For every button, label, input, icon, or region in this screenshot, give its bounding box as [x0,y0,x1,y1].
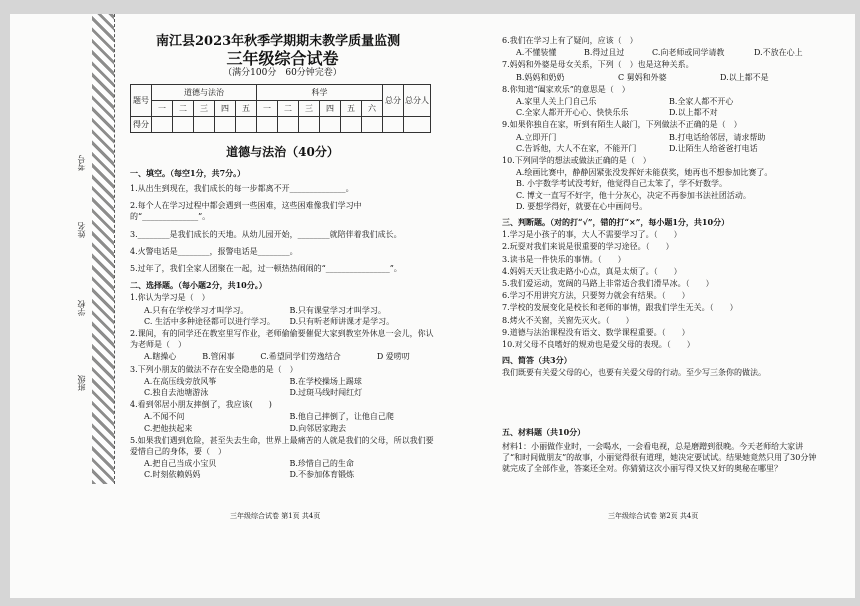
score-table [130,84,431,133]
option[interactable]: D. 要想学得好，就要在心中画问号。 [516,201,648,211]
q2-options [130,376,435,387]
q3-item: 1.学习是小孩子的事，大人不需要学习了。（ ） [502,230,682,240]
option[interactable]: B.他自己摔倒了，让他自己爬 [289,412,394,422]
q2-options [130,351,435,362]
score-cell[interactable] [362,116,383,132]
score-cell[interactable] [299,116,320,132]
q2-options [502,107,822,118]
q3-item: 9.道德与法治课程没有语文、数学课程重要。（ ） [502,327,690,337]
option[interactable]: A.瞎操心 [144,352,177,362]
option[interactable]: A.立即开门 [516,132,557,142]
option[interactable]: C.独自去池塘游泳 [144,388,209,398]
q1-title: 一、填空。（每空1分，共7分。） [130,167,246,178]
option[interactable]: B.在学校操场上踢球 [289,376,362,386]
option[interactable]: B.管闲事 [202,352,235,362]
option[interactable]: B. 小宇数学考试没考好，他觉得自己太笨了，学不好数学。 [516,179,727,189]
score-table-numeral: 三 [299,100,320,116]
right-page [502,34,822,476]
option[interactable]: D 爱唠叨 [376,352,410,362]
q2-options [502,143,822,154]
option[interactable]: C. 生活中多种途径都可以进行学习。 [144,316,275,326]
score-cell[interactable] [194,116,215,132]
q1-item: 4.火警电话是________，报警电话是________。 [130,246,298,256]
option[interactable]: A.家里人关上门自己乐 [516,97,597,107]
score-table-header-science: 科学 [257,84,383,100]
q2-stem: 2.课间，有的同学还在教室里写作业，老师偷偷要催促大家到教室外休息一会儿，你认为老师是（ ） [130,329,434,350]
q2-stem: 8.你知道“阖家欢乐”的意思是（ ） [502,84,630,94]
option[interactable]: C.全家人都开开心心、快快乐乐 [516,108,629,118]
q2-options [130,458,435,469]
option[interactable]: C 舅妈和外婆 [618,72,667,82]
option[interactable]: C.希望同学们劳逸结合 [260,352,341,362]
q3-item: 10.对父母不良嗜好的规劝也是爱父母的表现。（ ） [502,340,695,350]
q3-title: 三、判断题。（对的打“√”，错的打“×”，每小题1分，共10分） [502,217,730,228]
score-table-numeral: 三 [194,100,215,116]
score-cell[interactable] [173,116,194,132]
option[interactable]: D.不参加体育锻炼 [289,470,355,480]
option[interactable]: D.让陌生人给爸爸打电话 [669,143,758,153]
q2-stem: 9.如果你独自在家，听到有陌生人敲门，下列做法不正确的是（ ） [502,120,742,130]
q3-item: 6.学习不用讲究方法，只要努力就会有结果。（ ） [502,291,690,301]
score-table-score-label: 得分 [131,116,152,132]
q4-title: 四、简答（共3分） [502,355,572,366]
score-table-numeral: 五 [236,100,257,116]
score-table-numeral: 四 [215,100,236,116]
option[interactable]: B.妈妈和奶奶 [516,72,565,82]
score-table-numeral: 六 [362,100,383,116]
score-cell[interactable] [320,116,341,132]
q2-options [130,469,435,480]
score-table-numeral: 二 [278,100,299,116]
score-cell[interactable] [278,116,299,132]
q2-options [130,411,435,422]
q2-title: 二、选择题。（每小题2分，共10分。） [130,280,267,291]
q1-item: 2.每个人在学习过程中都会遇到一些困难，这些困难像我们学习中的“______________”。 [130,201,362,222]
option[interactable]: A.不懂装懂 [516,48,557,58]
q3-item: 5.我们爱运动，宽阔的马路上非常适合我们滑旱冰。（ ） [502,279,714,289]
option[interactable]: C.时刻依赖妈妈 [144,470,201,480]
left-page [130,34,435,481]
side-label-class: 班级 [77,375,86,391]
score-table-header-morality: 道德与法治 [152,84,257,100]
score-cell[interactable] [236,116,257,132]
q2-options [502,72,822,83]
q2-options [130,316,435,327]
option[interactable]: B.打电话给邻居，请求帮助 [669,132,766,142]
option[interactable]: D.只有听老师讲课才是学习。 [289,316,395,326]
score-table-header-question: 题号 [131,84,152,116]
q3-item: 4.妈妈天天让我走路小心点，真是太烦了。（ ） [502,266,682,276]
binding-tape [92,14,114,484]
q1-item: 1.从出生到现在，我们成长的每一步都离不开______________。 [130,184,354,194]
q2-options [130,305,435,316]
option[interactable]: B.得过且过 [584,48,625,58]
q2-options [502,47,822,58]
option[interactable]: D.不放在心上 [754,48,803,58]
option[interactable]: D.过斑马线时闯红灯 [289,388,363,398]
score-cell[interactable] [341,116,362,132]
page-footer-left: 三年级综合试卷 第1页 共4页 [230,512,321,520]
exam-subtitle: （满分100分 60分钟完卷） [223,68,342,79]
option[interactable]: D.以上都不是 [720,72,769,82]
q2-stem: 7.妈妈和外婆是母女关系，下列（ ）也是这种关系。 [502,60,694,70]
binding-strip [92,14,116,484]
option[interactable]: A.不闻不问 [144,412,185,422]
exam-title: 三年级综合试卷 [226,49,339,69]
option[interactable]: B.只有课堂学习才叫学习。 [289,305,386,315]
q2-options [130,387,435,398]
option[interactable]: A.在高压线旁放风筝 [144,376,217,386]
side-label-school: 学校 [77,300,86,316]
q2-options [502,132,822,143]
q2-stem: 4.看到邻居小朋友摔倒了，我应该( ) [130,400,272,410]
q5-title: 五、材料题（共10分） [502,426,586,437]
q1-item: 5.过年了，我们全家人团聚在一起，过一顿热热闹闹的“________________”。 [130,264,402,274]
school-title: 南江县2023年秋季学期期末教学质量监测 [156,34,401,49]
side-label-exam-number: 考号 [77,155,86,171]
q2-stem: 6.我们在学习上有了疑问，应该（ ） [502,36,638,45]
score-table-header-grader: 总分人 [404,84,431,116]
option[interactable]: C. 博文一直写不好字，他十分灰心，决定不再参加书法社团活动。 [516,190,751,200]
option[interactable]: C.告诉他，大人不在家，不能开门 [516,143,637,153]
score-cell[interactable] [152,116,173,132]
option[interactable]: D.以上都不对 [669,108,718,118]
option[interactable]: B.全家人都不开心 [669,97,734,107]
q2-stem: 1.你认为学习是（ ） [130,293,210,303]
option[interactable]: A.绘画比赛中，静静因紧张没发挥好未能获奖，她再也不想参加比赛了。 [516,168,773,178]
option[interactable]: D.向邻居家跑去 [289,423,347,433]
q4-text: 我们既要有关爱父母的心，也要有关爱父母的行动。至少写三条你的做法。 [502,368,766,378]
q2-stem: 10.下列同学的想法或做法正确的是（ ） [502,156,651,166]
q2-stem: 5.如果我们遇到危险，甚至失去生命，世界上最痛苦的人就是我们的父母，所以我们要爱惜自己的身体，要（ ） [130,435,434,457]
score-cell-grader[interactable] [404,116,431,132]
score-table-numeral: 二 [173,100,194,116]
score-table-numeral: 一 [152,100,173,116]
q3-item: 2.玩耍对我们来说是很重要的学习途径。（ ） [502,242,674,252]
q2-stem: 3.下列小朋友的做法不存在安全隐患的是（ ） [130,364,298,374]
option[interactable]: B.珍惜自己的生命 [289,459,354,469]
q2-options [502,201,822,212]
score-cell[interactable] [257,116,278,132]
option[interactable]: C.把他扶起来 [144,423,193,433]
score-table-numeral: 一 [257,100,278,116]
option[interactable]: A.把自己当成小宝贝 [144,459,217,469]
section-title-morality: 道德与法治（40分） [226,144,339,159]
side-label-name: 姓名 [77,222,86,238]
q3-item: 7.学校的发展变化是校长和老师的事情，跟我们学生无关。（ ） [502,303,738,313]
score-table-numeral: 四 [320,100,341,116]
binding-fold-line [114,14,115,484]
q3-item: 8.烤火不关窗，关窗先灭火。（ ） [502,315,634,325]
q2-options [502,96,822,107]
q2-options [130,423,435,434]
score-cell[interactable] [215,116,236,132]
score-cell-total[interactable] [383,116,404,132]
q5-text: 材料1：小丽做作业时，一会喝水，一会看电视，总是磨蹭到很晚。今天老师给大家讲了“和时间做朋友”的故事，小丽觉得很有道理，她决定要试试。结果她竟然只用了30分钟就完成了全部作业，答案还全对。你猜猜这次小丽写得又快又好的奥秘在哪里？ [502,441,817,474]
q2-options [502,178,822,189]
option[interactable]: A.只有在学校学习才叫学习。 [144,305,249,315]
page-footer-right: 三年级综合试卷 第2页 共4页 [608,512,699,520]
q2-options [502,190,822,201]
score-table-numeral: 五 [341,100,362,116]
q1-item: 3.________是我们成长的天地。从幼儿园开始，________就陪伴着我们成长。 [130,229,402,239]
q3-item: 3.读书是一件快乐的事情。（ ） [502,254,626,264]
q2-options [502,167,822,178]
option[interactable]: C.向老师或同学请教 [652,48,725,58]
score-table-header-total: 总分 [383,84,404,116]
